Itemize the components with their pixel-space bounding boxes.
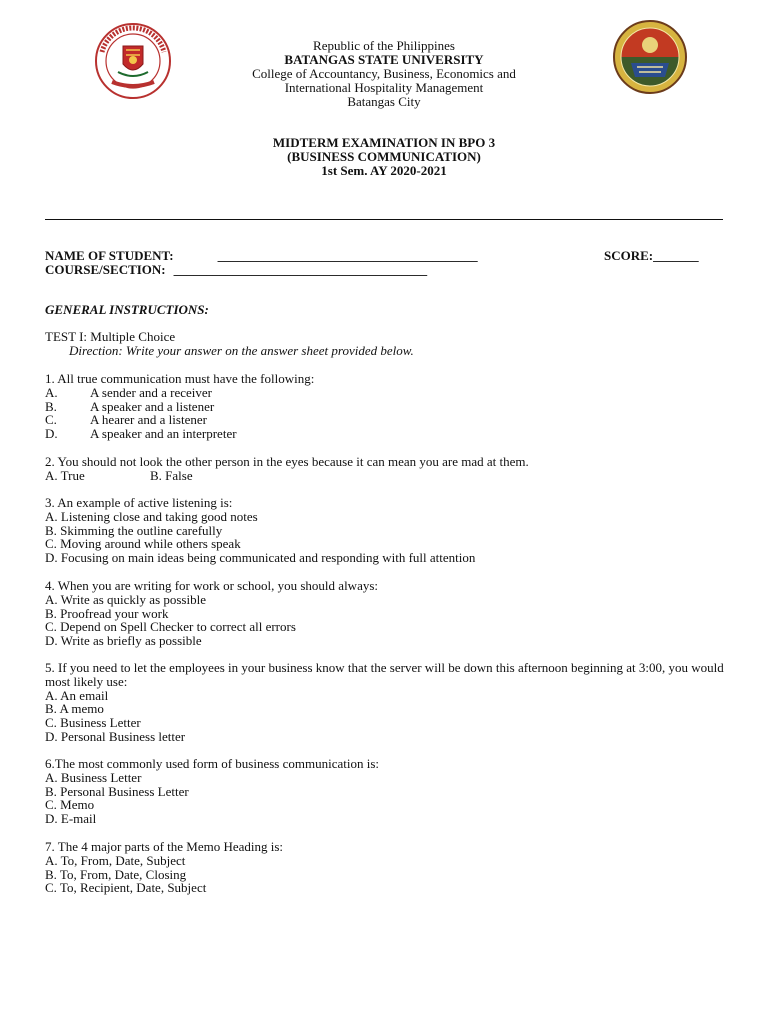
score-field[interactable]: SCORE:_______ (604, 248, 699, 263)
question-option: C. To, Recipient, Date, Subject (45, 880, 207, 896)
question-option: A. True (45, 467, 85, 483)
question-option: A. Listening close and taking good notes (45, 508, 258, 524)
question-4 (45, 579, 725, 648)
course-section-field[interactable]: _______________________________________ (173, 262, 428, 277)
course-section-label: COURSE/SECTION: (45, 262, 166, 277)
question-option: B. False (150, 467, 193, 483)
exam-title-block (184, 136, 584, 178)
question-option: A. A sender and a receiver (45, 384, 212, 400)
exam-subject: (BUSINESS COMMUNICATION) (287, 149, 481, 164)
question-option: A. Write as quickly as possible (45, 591, 206, 607)
college-line-1: College of Accountancy, Business, Economics and (252, 66, 516, 81)
question-option: D. Focusing on main ideas being communicated and responding with full attention (45, 550, 476, 566)
test-direction: Direction: Write your answer on the answer sheet provided below. (69, 343, 414, 358)
exam-title: MIDTERM EXAMINATION IN BPO 3 (272, 135, 496, 150)
question-option: B. A memo (45, 701, 104, 717)
question-option: D. A speaker and an interpreter (45, 426, 237, 442)
student-name-label: NAME OF STUDENT: (45, 248, 174, 263)
question-7 (45, 840, 725, 895)
question-option: B. Skimming the outline carefully (45, 522, 223, 538)
question-1 (45, 372, 725, 441)
question-option: D. Write as briefly as possible (45, 633, 202, 649)
university-name: BATANGAS STATE UNIVERSITY (284, 52, 484, 67)
city-line: Batangas City (347, 94, 421, 109)
question-stem: 2. You should not look the other person in the eyes because it can mean you are mad at them. (45, 454, 529, 469)
college-line-2: International Hospitality Management (284, 80, 484, 95)
course-section-row (45, 263, 427, 277)
question-option: D. Personal Business letter (45, 728, 186, 744)
question-option: A. An email (45, 687, 109, 703)
question-option: C. Memo (45, 797, 95, 813)
question-option: B. Proofread your work (45, 605, 169, 621)
question-option: C. Moving around while others speak (45, 536, 241, 552)
batangas-state-university-seal-logo (90, 22, 176, 100)
general-instructions-heading: GENERAL INSTRUCTIONS: (45, 302, 209, 317)
question-option: B. To, From, Date, Closing (45, 866, 187, 882)
question-stem: 6.The most commonly used form of business communication is: (45, 756, 379, 771)
college-seal-logo (609, 19, 691, 97)
student-name-field[interactable]: ________________________________________ (217, 248, 478, 263)
test-heading: TEST I: Multiple Choice (45, 329, 176, 344)
republic-line: Republic of the Philippines (313, 38, 455, 53)
question-option: A. To, From, Date, Subject (45, 852, 186, 868)
question-option: C. A hearer and a listener (45, 412, 207, 428)
exam-term: 1st Sem. AY 2020-2021 (321, 163, 447, 178)
question-3 (45, 496, 725, 565)
question-stem: 3. An example of active listening is: (45, 495, 233, 510)
question-option: A. Business Letter (45, 769, 142, 785)
header-divider (45, 219, 723, 220)
question-stem: 4. When you are writing for work or school, you should always: (45, 578, 379, 593)
question-option: C. Business Letter (45, 715, 141, 731)
question-option: D. E-mail (45, 811, 97, 827)
question-5 (45, 661, 725, 744)
question-option-row (45, 469, 725, 483)
question-option: C. Depend on Spell Checker to correct all errors (45, 619, 296, 635)
question-option: B. Personal Business Letter (45, 783, 189, 799)
question-stem: 7. The 4 major parts of the Memo Heading is: (45, 839, 284, 854)
question-2 (45, 455, 725, 483)
university-header (184, 39, 584, 109)
student-name-row (45, 249, 478, 263)
question-stem: 5. If you need to let the employees in your business know that the server will be down this afternoon beginning at 3:00, you would most likely use: (45, 660, 724, 689)
question-6 (45, 757, 725, 826)
question-option: B. A speaker and a listener (45, 398, 215, 414)
question-stem: 1. All true communication must have the following: (45, 371, 315, 386)
